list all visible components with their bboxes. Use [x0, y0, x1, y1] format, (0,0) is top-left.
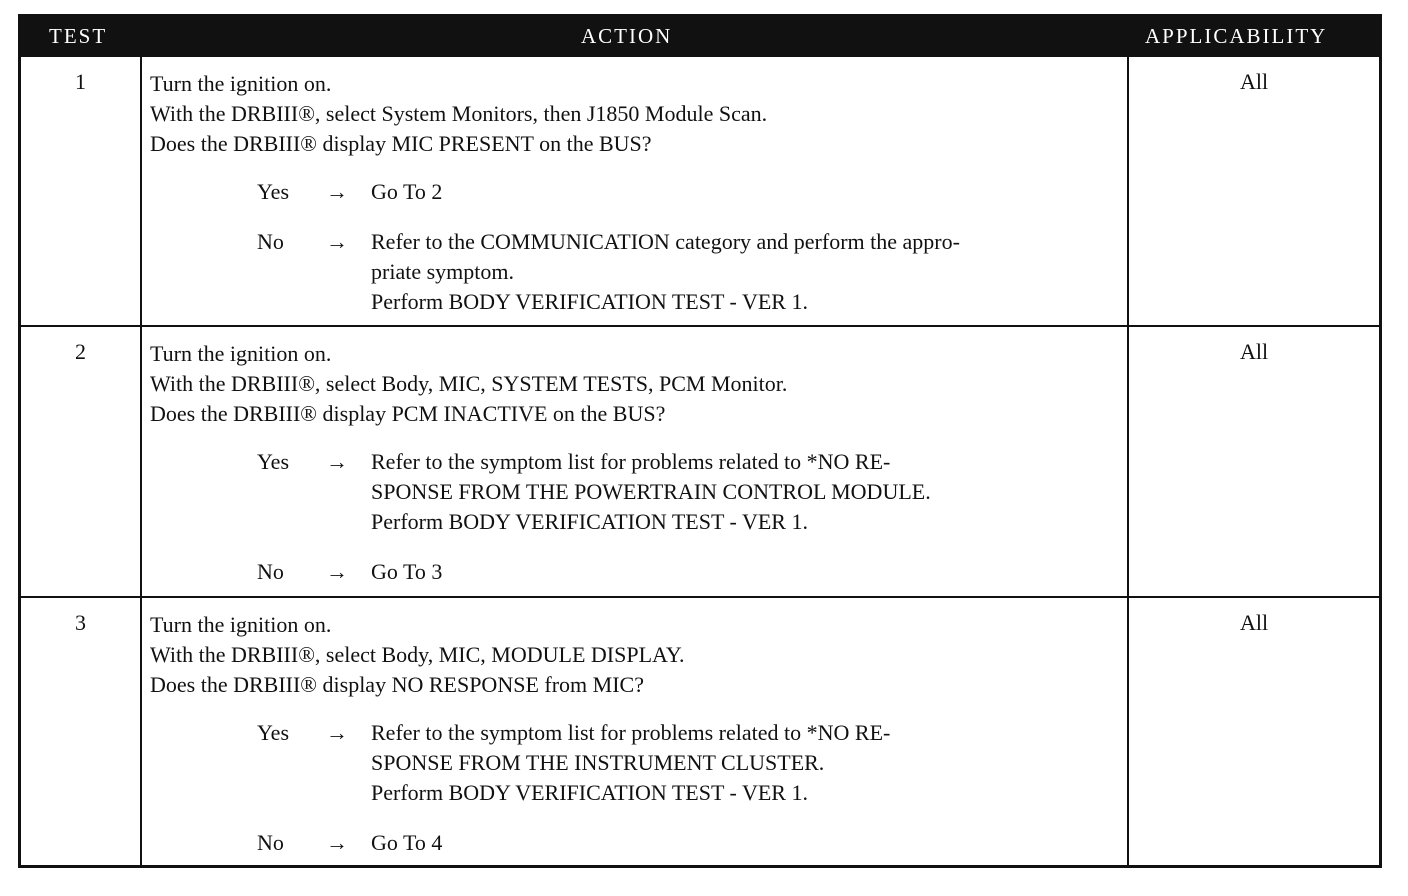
action-steps	[150, 610, 1120, 700]
arrow-icon: →	[326, 830, 348, 855]
step-text: Does the DRBIII® display NO RESPONSE from MIC?	[150, 672, 644, 697]
yes-label: Yes	[257, 720, 290, 745]
test-procedure-table	[18, 14, 1382, 868]
step-text: With the DRBIII®, select Body, MIC, SYSTEM TESTS, PCM Monitor.	[150, 371, 788, 396]
table-row	[21, 57, 1379, 325]
yes-label: Yes	[257, 179, 290, 204]
table-header	[21, 17, 1379, 57]
branch-line: SPONSE FROM THE INSTRUMENT CLUSTER.	[371, 750, 825, 775]
branch-line: SPONSE FROM THE POWERTRAIN CONTROL MODULE.	[371, 479, 931, 504]
branch-line: Go To 3	[371, 559, 443, 584]
no-text	[371, 557, 1121, 587]
applicability-value: All	[1239, 610, 1269, 635]
no-text	[371, 828, 1121, 858]
test-number: 1	[75, 69, 86, 94]
no-label: No	[257, 830, 284, 855]
yes-text	[371, 177, 1121, 207]
branch-line: Go To 2	[371, 179, 443, 204]
no-text	[371, 227, 1121, 317]
arrow-icon: →	[326, 179, 348, 204]
test-number: 3	[75, 610, 86, 635]
arrow-icon: →	[326, 449, 348, 474]
branch-line: Go To 4	[371, 830, 443, 855]
branch-line: Perform BODY VERIFICATION TEST - VER 1.	[371, 780, 808, 805]
step-text: Turn the ignition on.	[150, 612, 332, 637]
no-label: No	[257, 559, 284, 584]
step-text: Does the DRBIII® display PCM INACTIVE on the BUS?	[150, 401, 666, 426]
yes-label: Yes	[257, 449, 290, 474]
applicability-value: All	[1239, 69, 1269, 94]
table-row	[21, 598, 1379, 865]
arrow-icon: →	[326, 720, 348, 745]
header-test: TEST	[49, 24, 108, 48]
branch-line: Refer to the symptom list for problems related to *NO RE-	[371, 449, 891, 474]
step-text: With the DRBIII®, select Body, MIC, MODULE DISPLAY.	[150, 642, 685, 667]
test-number: 2	[75, 339, 86, 364]
branch-line: Refer to the symptom list for problems related to *NO RE-	[371, 720, 891, 745]
action-steps	[150, 339, 1120, 429]
branch-line: Perform BODY VERIFICATION TEST - VER 1.	[371, 289, 808, 314]
action-steps	[150, 69, 1120, 159]
arrow-icon: →	[326, 229, 348, 254]
table-row	[21, 327, 1379, 596]
branch-line: Perform BODY VERIFICATION TEST - VER 1.	[371, 509, 808, 534]
step-text: Does the DRBIII® display MIC PRESENT on the BUS?	[150, 131, 652, 156]
step-text: Turn the ignition on.	[150, 71, 332, 96]
yes-text	[371, 718, 1121, 808]
step-text: Turn the ignition on.	[150, 341, 332, 366]
branch-line: priate symptom.	[371, 259, 514, 284]
header-action: ACTION	[581, 24, 673, 48]
no-label: No	[257, 229, 284, 254]
arrow-icon: →	[326, 559, 348, 584]
header-applicability: APPLICABILITY	[1145, 24, 1328, 48]
step-text: With the DRBIII®, select System Monitors, then J1850 Module Scan.	[150, 101, 768, 126]
yes-text	[371, 447, 1121, 537]
branch-line: Refer to the COMMUNICATION category and perform the appro-	[371, 229, 960, 254]
applicability-value: All	[1239, 339, 1269, 364]
